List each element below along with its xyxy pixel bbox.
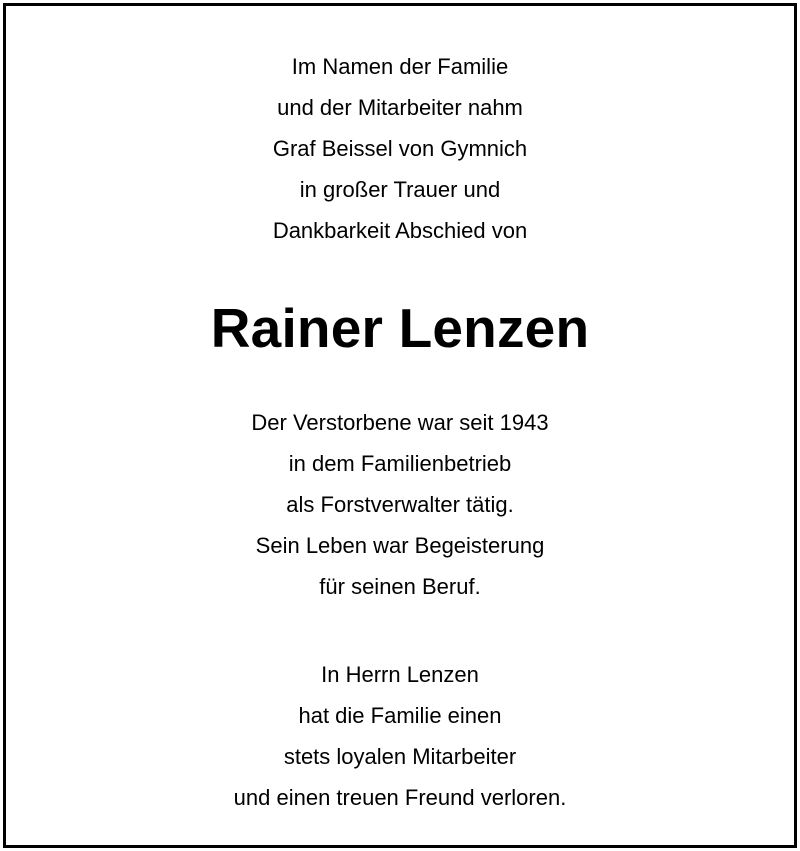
closing-line: hat die Familie einen <box>298 703 502 728</box>
closing-line: In Herrn Lenzen <box>321 662 479 687</box>
intro-line: in großer Trauer und <box>299 177 501 202</box>
obituary-notice <box>3 3 797 848</box>
intro-line: Graf Beissel von Gymnich <box>272 136 528 161</box>
bio-line: in dem Familienbetrieb <box>288 451 512 476</box>
bio-line: Sein Leben war Begeisterung <box>255 533 545 558</box>
intro-line: Dankbarkeit Abschied von <box>272 218 528 243</box>
intro-paragraph <box>6 46 794 251</box>
intro-line: Im Namen der Familie <box>291 54 509 79</box>
deceased-name: Rainer Lenzen <box>210 297 590 359</box>
closing-line: stets loyalen Mitarbeiter <box>283 744 517 769</box>
intro-line: und der Mitarbeiter nahm <box>277 95 523 120</box>
closing-line: und einen treuen Freund verloren. <box>233 785 567 810</box>
bio-line: Der Verstorbene war seit 1943 <box>251 410 549 435</box>
closing-paragraph <box>6 654 794 818</box>
bio-paragraph <box>6 402 794 607</box>
bio-line: für seinen Beruf. <box>319 574 481 599</box>
bio-line: als Forstverwalter tätig. <box>286 492 514 517</box>
